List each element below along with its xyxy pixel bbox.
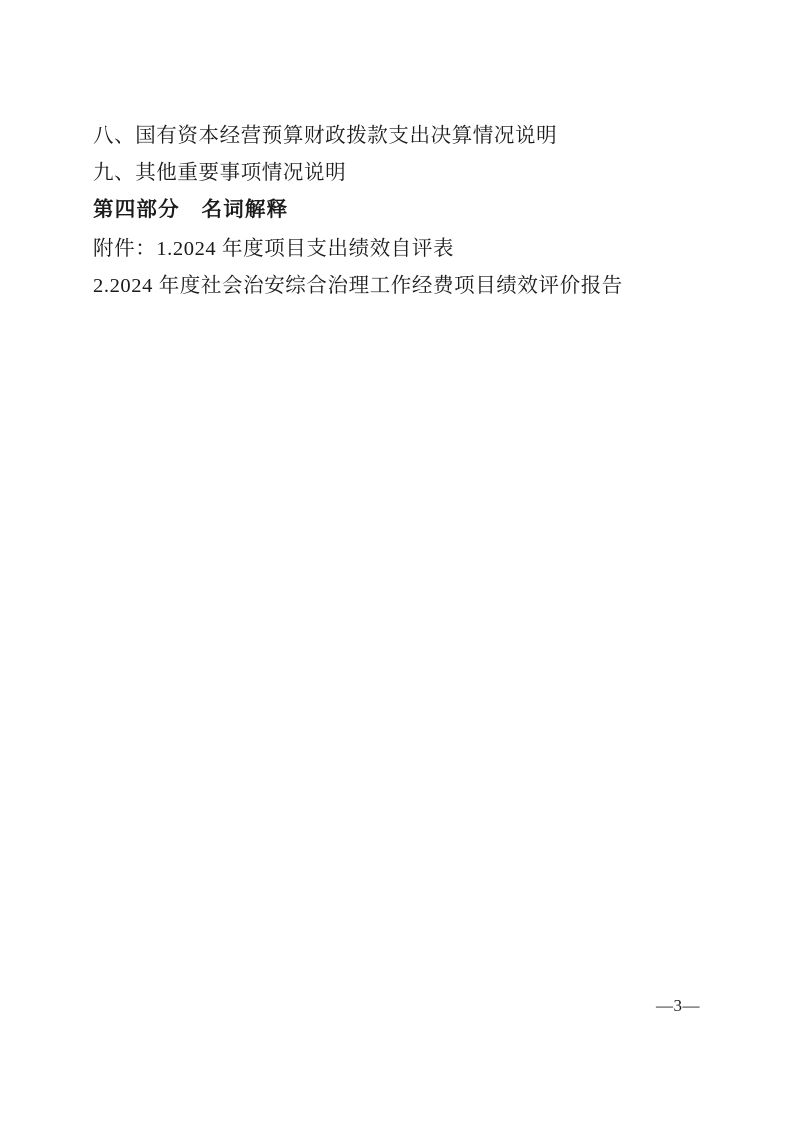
toc-item-9: 九、其他重要事项情况说明 — [93, 162, 347, 184]
document-body — [93, 118, 700, 305]
attachment-item-1-text: 1.2024 年度项目支出绩效自评表 — [156, 238, 455, 260]
attachment-item-1 — [93, 231, 700, 268]
toc-item-8: 八、国有资本经营预算财政拨款支出决算情况说明 — [93, 125, 558, 147]
attachment-item-2 — [93, 268, 700, 305]
toc-item-part-four: 第四部分 名词解释 — [93, 199, 289, 221]
attachment-item-2-text: 2.2024 年度社会治安综合治理工作经费项目绩效评价报告 — [93, 275, 623, 297]
attachment-list — [93, 231, 700, 305]
page-number: —3— — [656, 996, 700, 1015]
attachment-label: 附件： — [93, 238, 157, 260]
